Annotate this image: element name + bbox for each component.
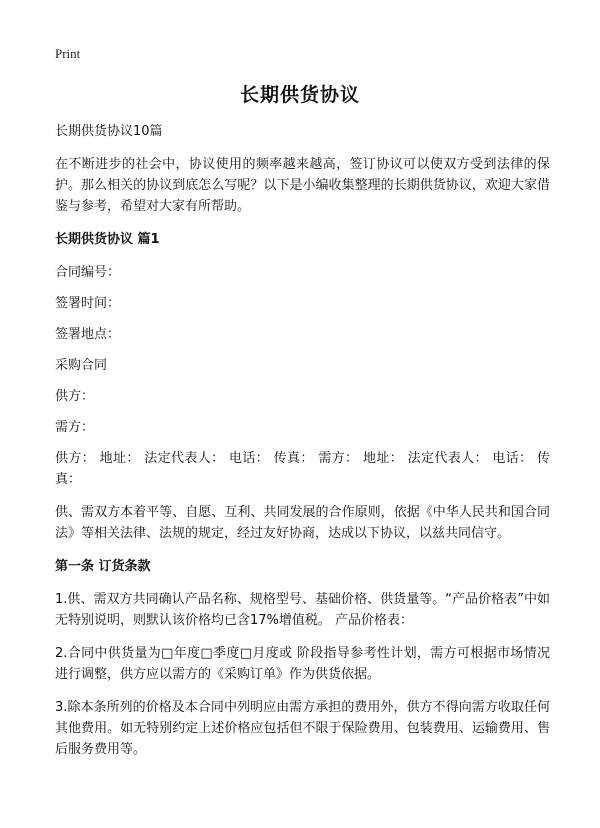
page-title: 长期供货协议 [239, 84, 360, 106]
principle-paragraph: 供、需双方本着平等、自愿、互利、共同发展的合作原则，依据《中华人民共和国合同法》等相关法律、法规的规定，经过友好协商，达成以下协议，以兹共同信守。 [55, 505, 550, 541]
clause-item: 3.除本条所列的价格及本合同中列明应由需方承担的费用外，供方不得向需方收取任何其他费用。如无特别约定上述价格应包括但不限于保险费用、包装费用、运输费用、售后服务费用等。 [55, 700, 550, 757]
field-contract-number: 合同编号： [55, 265, 121, 280]
intro-paragraph: 在不断进步的社会中，协议使用的频率越来越高，签订协议可以使双方受到法律的保护。那么相关的协议到底怎么写呢？以下是小编收集整理的长期供货协议，欢迎大家借鉴与参考，希望对大家有所帮助。 [55, 157, 550, 214]
field-sign-location: 签署地点： [55, 327, 121, 342]
print-link[interactable]: Print [55, 46, 81, 61]
field-buyer: 需方： [55, 420, 95, 435]
parties-details-line: 供方： 地址： 法定代表人： 电话： 传真： 需方： 地址： 法定代表人： 电话： 传真： [55, 451, 550, 487]
clause-item: 2.合同中供货量为□年度□季度□月度或 阶段指导参考性计划，需方可根据市场情况进行调整，供方应以需方的《采购订单》作为供货依据。 [55, 646, 550, 682]
clause-item: 1.供、需双方共同确认产品名称、规格型号、基础价格、供货量等。“产品价格表”中如无特别说明，则默认该价格均已含17%增值税。 产品价格表： [55, 592, 550, 628]
document-subtitle: 长期供货协议10篇 [55, 124, 163, 139]
contract-type-label: 采购合同 [55, 358, 108, 373]
section-heading: 长期供货协议 篇1 [55, 232, 160, 247]
document-body [55, 121, 550, 772]
article-heading: 第一条 订货条款 [55, 559, 151, 574]
field-sign-time: 签署时间： [55, 296, 121, 311]
field-supplier: 供方： [55, 389, 95, 404]
